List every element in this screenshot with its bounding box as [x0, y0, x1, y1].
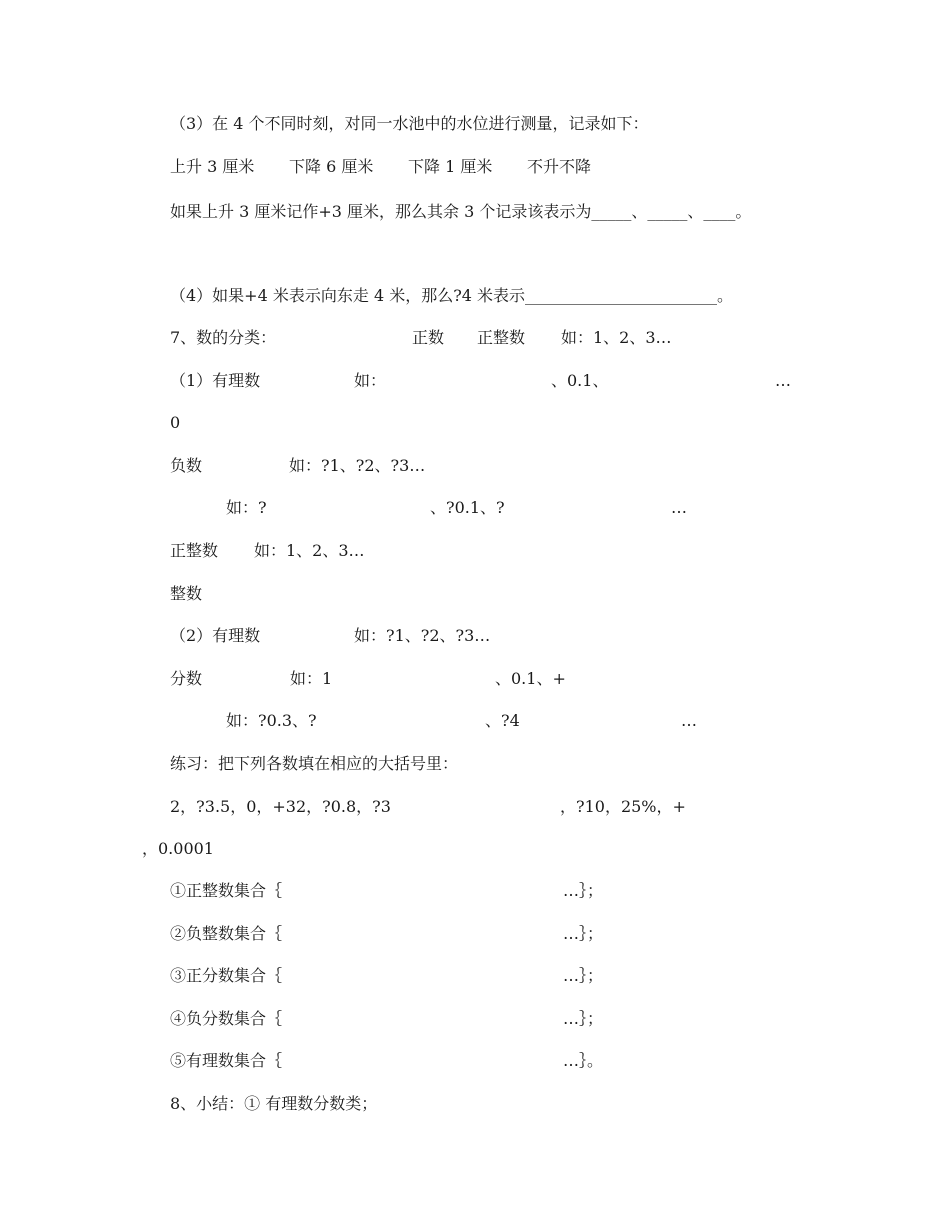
s7-a-positive-integer: 正整数 — [477, 328, 526, 347]
s8-title: 8、小结：① 有理数分数类； — [170, 1094, 378, 1113]
set-rational-end: …｝。 — [563, 1051, 604, 1070]
s7-b-positive-integer-example: 如：1、2、3… — [254, 541, 365, 560]
q3-question: 如果上升 3 厘米记作+3 厘米，那么其余 3 个记录该表示为_____、_____、____。 — [170, 202, 752, 221]
s7-a-rational: （1）有理数 — [170, 371, 261, 390]
s7-b-negative-fraction-middle: 、?4 — [485, 711, 520, 730]
s7-title: 7、数的分类： — [170, 328, 277, 347]
s7-a-positive-fraction-example: 如： — [354, 371, 387, 390]
set-positive-integer-end: …｝； — [563, 881, 604, 900]
q3-record-1: 上升 3 厘米 — [170, 157, 255, 176]
s7-b-fraction: 分数 — [170, 669, 203, 688]
s7-a-negative-fraction-middle: 、?0.1、? — [430, 498, 505, 517]
q3-intro: （3）在 4 个不同时刻，对同一水池中的水位进行测量，记录如下： — [170, 114, 649, 133]
q3-record-3: 下降 1 厘米 — [408, 157, 493, 176]
set-negative-integer-end: …｝； — [563, 924, 604, 943]
exercise-numbers-c: ，0.0001 — [142, 839, 214, 858]
s7-b-positive-integer: 正整数 — [170, 541, 219, 560]
s7-a-negative-integer-example: 如：?1、?2、?3… — [289, 456, 426, 475]
set-rational-label: ⑤有理数集合｛ — [170, 1051, 283, 1070]
s7-a-positive-integer-example: 如：1、2、3… — [561, 328, 672, 347]
exercise-numbers-b: ，?10，25%，+ — [560, 797, 686, 816]
set-positive-integer-label: ①正整数集合｛ — [170, 881, 283, 900]
s7-b-negative-fraction-end: … — [681, 711, 697, 730]
set-positive-fraction-label: ③正分数集合｛ — [170, 966, 283, 985]
s7-a-negative: 负数 — [170, 456, 203, 475]
s7-a-zero: 0 — [170, 413, 181, 432]
s7-b-integer: 整数 — [170, 584, 203, 603]
exercise-numbers-a: 2，?3.5，0，+32，?0.8，?3 — [170, 797, 391, 816]
set-negative-integer-label: ②负整数集合｛ — [170, 924, 283, 943]
s7-b-positive-fraction-middle: 、0.1、+ — [495, 669, 566, 688]
s7-b-rational: （2）有理数 — [170, 626, 261, 645]
s7-a-positive-fraction-middle: 、0.1、 — [551, 371, 609, 390]
s7-a-positive-fraction-end: … — [775, 371, 791, 390]
set-negative-fraction-label: ④负分数集合｛ — [170, 1009, 283, 1028]
s7-a-negative-fraction-example: 如：? — [226, 498, 267, 517]
exercise-title: 练习：把下列各数填在相应的大括号里： — [170, 754, 459, 773]
s7-b-positive-fraction-example: 如：1 — [290, 669, 333, 688]
s7-a-negative-fraction-end: … — [671, 498, 687, 517]
s7-b-negative-integer-example: 如：?1、?2、?3… — [354, 626, 491, 645]
set-positive-fraction-end: …｝； — [563, 966, 604, 985]
q3-record-4: 不升不降 — [527, 157, 592, 176]
s7-a-positive: 正数 — [412, 328, 445, 347]
set-negative-fraction-end: …｝； — [563, 1009, 604, 1028]
s7-b-negative-fraction-example: 如：?0.3、? — [226, 711, 317, 730]
q3-record-2: 下降 6 厘米 — [289, 157, 374, 176]
q4-text: （4）如果+4 米表示向东走 4 米，那么?4 米表示________________________。 — [170, 286, 734, 305]
